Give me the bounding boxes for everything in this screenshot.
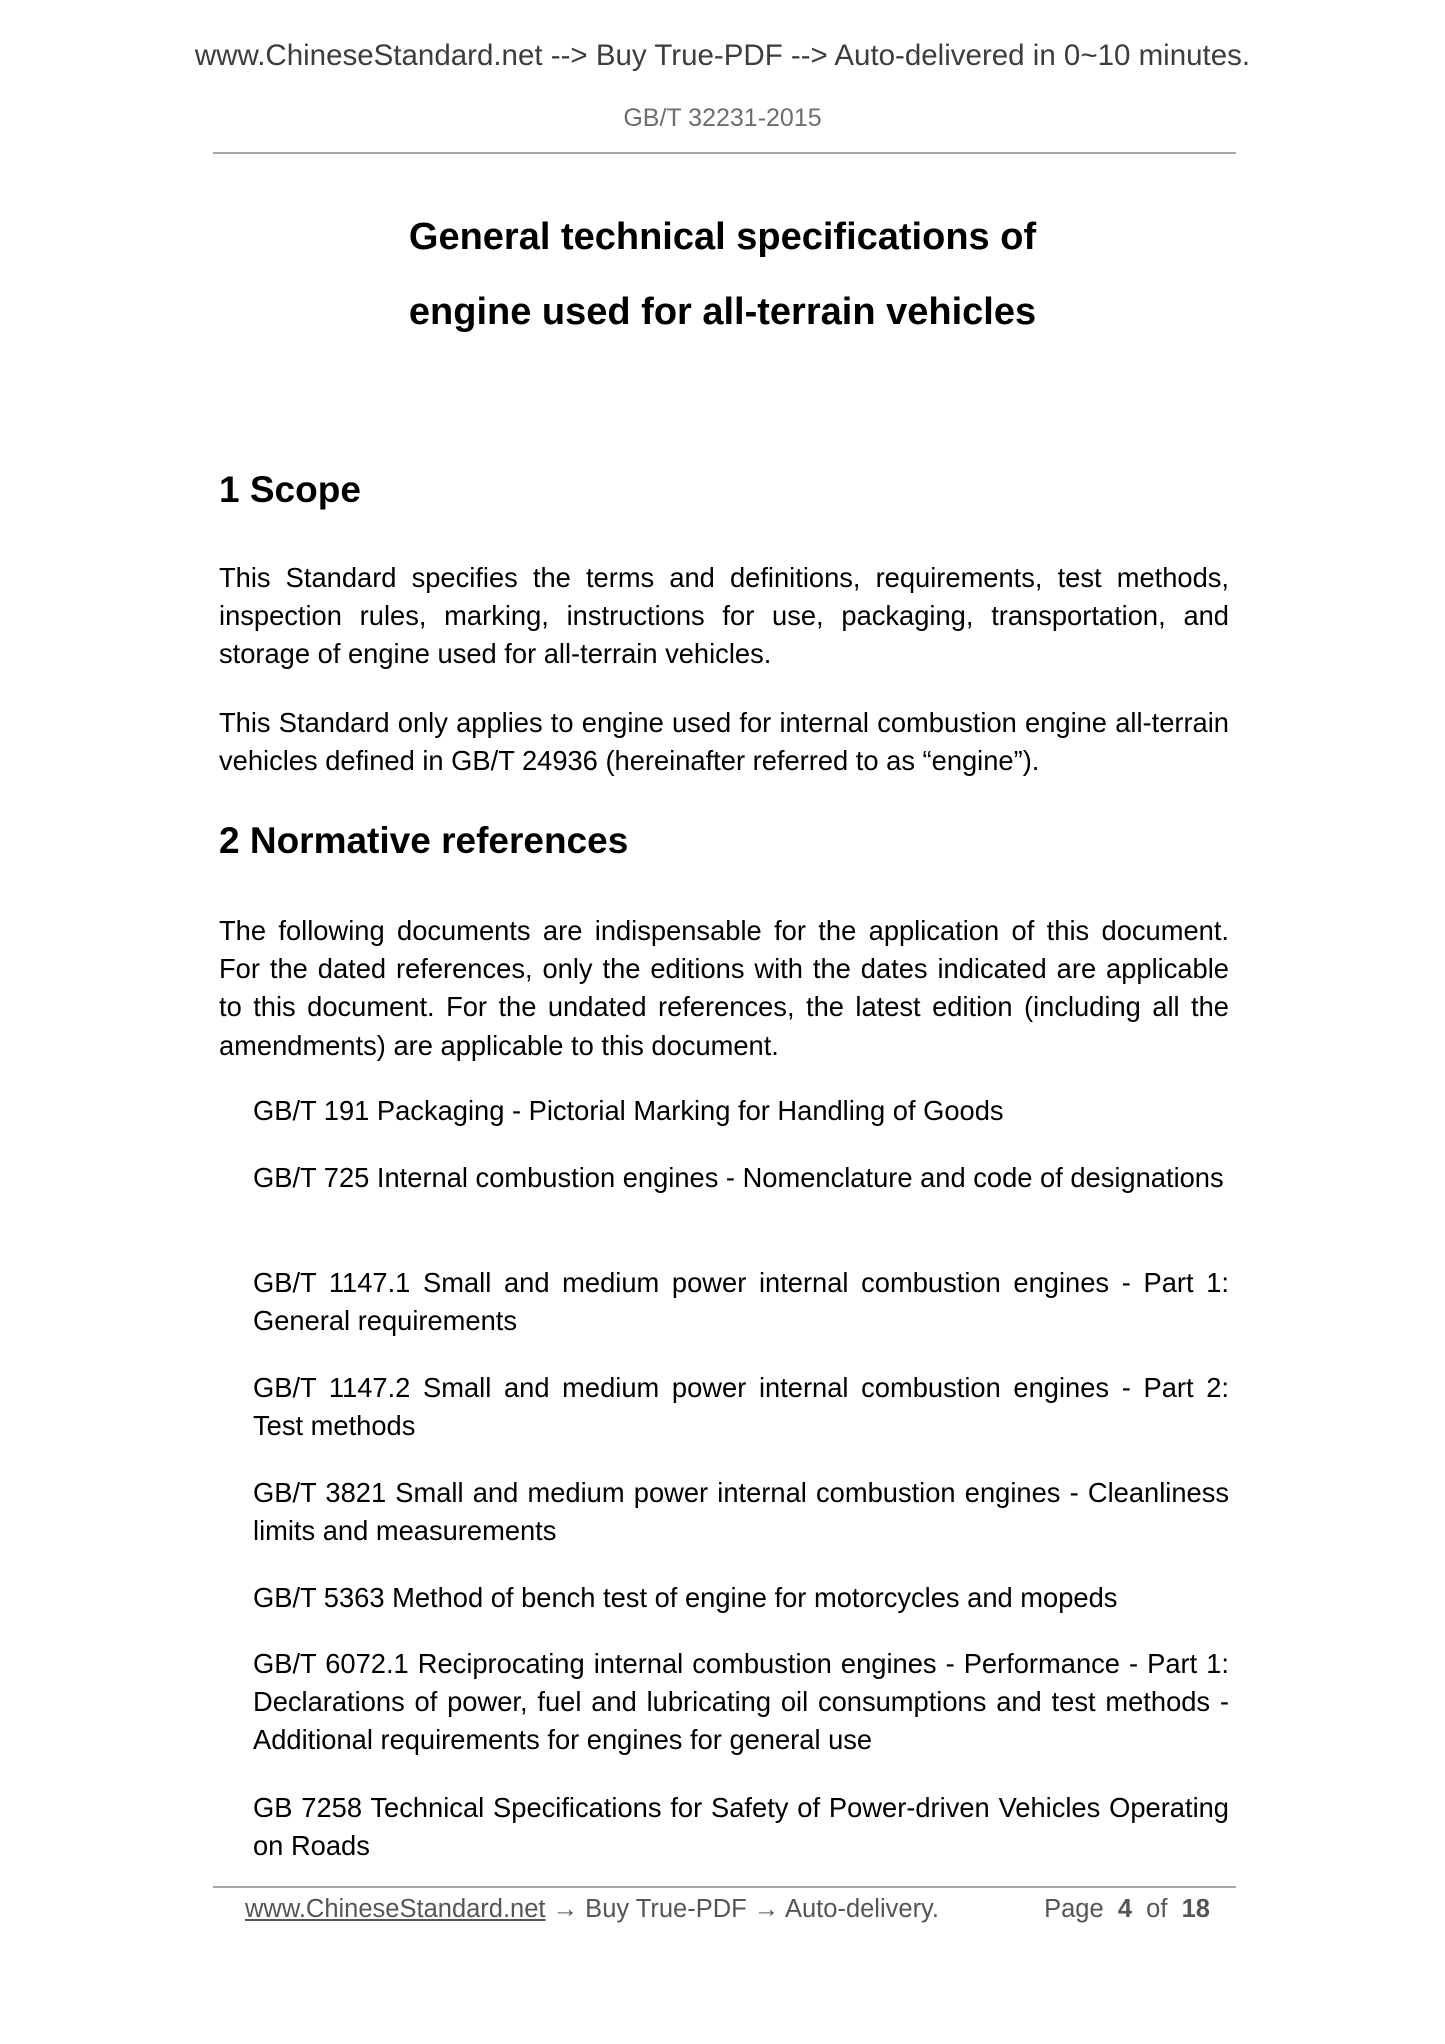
footer-site-link[interactable]: www.ChineseStandard.net [245,1895,546,1923]
document-number: GB/T 32231-2015 [623,104,822,132]
reference-item: GB/T 191 Packaging - Pictorial Marking for Handling of Goods [253,1095,1004,1126]
title-line-2: engine used for all-terrain vehicles [408,291,1037,333]
page-indicator [1044,1894,1210,1924]
footer-divider [213,1886,1236,1888]
section-heading-normative-references: 2 Normative references [219,820,629,861]
normative-intro-paragraph: The following documents are indispensable for the application of this document. For the dated references, only the editions with the dates indicated are applicable to this document. For the undated references, the latest edition (including all the amendments) are applicable to this document. [219,915,1229,1061]
reference-item: GB/T 725 Internal combustion engines - Nomenclature and code of designations [253,1162,1224,1193]
total-pages: 18 [1181,1895,1210,1923]
reference-item: GB/T 3821 Small and medium power internal combustion engines - Cleanliness limits and measurements [253,1477,1229,1547]
current-page: 4 [1117,1895,1132,1923]
page-footer [245,1894,1210,1924]
section-heading-scope: 1 Scope [219,469,361,510]
reference-item: GB/T 1147.2 Small and medium power internal combustion engines - Part 2: Test methods [253,1372,1229,1442]
scope-paragraph-2: This Standard only applies to engine used for internal combustion engine all-terrain vehicles defined in GB/T 24936 (hereinafter referred to as “engine”). [219,707,1229,777]
scope-paragraph-1: This Standard specifies the terms and definitions, requirements, test methods, inspection rules, marking, instructions for use, packaging, transportation, and storage of engine used for all-terrain vehicles. [219,562,1229,670]
footer-tagline: → Buy True-PDF → Auto-delivery. [545,1895,939,1923]
page-of-label: of [1146,1895,1168,1923]
document-title [0,200,1445,350]
reference-item: GB/T 6072.1 Reciprocating internal combustion engines - Performance - Part 1: Declarations of power, fuel and lubricating oil consumptions and test methods - Additional requirements for engines for general use [253,1648,1229,1756]
reference-item: GB 7258 Technical Specifications for Safety of Power-driven Vehicles Operating on Roads [253,1792,1229,1862]
reference-item: GB/T 1147.1 Small and medium power internal combustion engines - Part 1: General requirements [253,1267,1229,1337]
footer-promo [245,1894,939,1924]
top-banner: www.ChineseStandard.net --> Buy True-PDF --> Auto-delivered in 0~10 minutes. [194,39,1251,72]
reference-item: GB/T 5363 Method of bench test of engine for motorcycles and mopeds [253,1582,1118,1613]
header-divider [213,152,1236,154]
title-line-1: General technical specifications of [408,216,1037,258]
page-label: Page [1044,1895,1104,1923]
